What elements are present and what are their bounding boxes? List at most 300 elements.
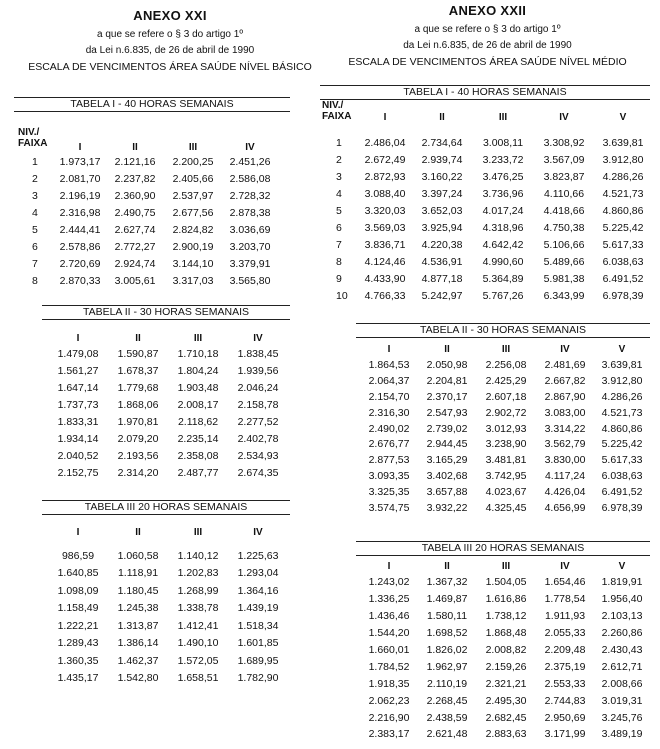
row-level: 1 — [336, 136, 342, 149]
table-cell: 1.601,85 — [237, 637, 279, 650]
table-cell: 2.878,38 — [229, 206, 271, 219]
table-cell: 4.325,45 — [485, 501, 527, 514]
anexo-xxii-header — [320, 3, 655, 70]
col-header: III — [188, 142, 198, 153]
table-cell: 2.158,78 — [237, 398, 279, 411]
table-row — [18, 238, 278, 255]
table-cell: 3.830,00 — [544, 454, 586, 467]
table-cell: 2.667,82 — [544, 374, 586, 387]
anexo-xxi-header — [20, 8, 320, 75]
table-cell: 3.652,03 — [421, 204, 463, 217]
table-cell: 1.542,80 — [117, 672, 159, 685]
col-header: II — [135, 527, 141, 538]
table-cell: 1.819,91 — [601, 576, 643, 589]
anexo-xxi-reference: a que se refere o § 3 do artigo 1º — [97, 29, 243, 40]
table-cell: 4.433,90 — [364, 272, 406, 285]
table-cell: 2.360,90 — [114, 189, 156, 202]
anexo-xxii-reference: a que se refere o § 3 do artigo 1º — [414, 24, 561, 35]
table-cell: 2.537,97 — [172, 189, 214, 202]
table-cell: 2.235,14 — [177, 432, 219, 445]
table-cell: 2.314,20 — [117, 466, 159, 479]
table-cell: 2.490,02 — [368, 422, 410, 435]
table-cell: 1.360,35 — [57, 654, 99, 667]
table-cell: 3.012,93 — [485, 422, 527, 435]
table-row — [360, 357, 650, 373]
table-cell: 2.050,98 — [426, 358, 468, 371]
table-cell: 3.476,25 — [482, 170, 524, 183]
table-cell: 1.782,90 — [237, 672, 279, 685]
table-cell: 6.038,63 — [601, 470, 643, 483]
table-row — [322, 185, 652, 202]
table-cell: 2.872,93 — [364, 170, 406, 183]
table-row — [48, 652, 288, 670]
table-cell: 1.838,45 — [237, 347, 279, 360]
table-cell: 2.040,52 — [57, 449, 99, 462]
table-cell: 1.268,99 — [177, 584, 219, 597]
col-header: II — [444, 344, 450, 355]
table-cell: 3.932,22 — [426, 501, 468, 514]
table-cell: 2.216,90 — [368, 711, 410, 724]
table-cell: 5.489,66 — [543, 255, 585, 268]
table-cell: 4.286,26 — [601, 390, 643, 403]
table-cell: 3.567,09 — [543, 153, 585, 166]
table-cell: 2.553,33 — [544, 677, 586, 690]
table-cell: 4.750,38 — [543, 221, 585, 234]
table-cell: 3.144,10 — [172, 257, 214, 270]
table-cell: 1.386,14 — [117, 637, 159, 650]
table-cell: 3.836,71 — [364, 238, 406, 251]
table-cell: 1.658,51 — [177, 672, 219, 685]
table-cell: 4.023,67 — [485, 486, 527, 499]
table-row — [48, 345, 288, 362]
table-row — [322, 253, 652, 270]
table-cell: 3.308,92 — [543, 136, 585, 149]
table-cell: 4.521,73 — [601, 406, 643, 419]
table-cell: 2.079,20 — [117, 432, 159, 445]
table-cell: 1.738,12 — [485, 610, 527, 623]
table-row — [18, 272, 278, 289]
table-cell: 2.268,45 — [426, 694, 468, 707]
table-cell: 1.778,54 — [544, 593, 586, 606]
table-cell: 1.826,02 — [426, 644, 468, 656]
niv-faixa-label: NIV./ FAIXA — [18, 127, 48, 149]
table-row — [48, 430, 288, 447]
table-cell: 1.616,86 — [485, 593, 527, 606]
row-level: 7 — [336, 238, 342, 251]
table-cell: 2.196,19 — [59, 189, 101, 202]
table-cell: 4.110,66 — [543, 187, 585, 200]
table-row — [18, 187, 278, 204]
table-cell: 2.110,19 — [426, 677, 468, 690]
table-cell: 2.772,27 — [114, 240, 156, 253]
table-cell: 4.318,96 — [482, 221, 524, 234]
table-row — [48, 600, 288, 618]
table-cell: 2.586,08 — [229, 172, 271, 185]
table-cell: 2.490,75 — [114, 206, 156, 219]
table-row — [48, 617, 288, 635]
col-header: V — [618, 344, 626, 355]
table-row — [18, 170, 278, 187]
table-row — [18, 204, 278, 221]
table-cell: 2.612,71 — [601, 660, 643, 673]
table-cell: 1.640,85 — [57, 567, 99, 580]
table-cell: 3.569,03 — [364, 221, 406, 234]
table-row — [360, 389, 650, 405]
table-cell: 2.316,98 — [59, 206, 101, 219]
table-cell: 4.656,99 — [544, 501, 586, 514]
table-cell: 1.202,83 — [177, 567, 219, 580]
table-cell: 4.426,04 — [544, 486, 586, 499]
left-tabela-i — [18, 123, 278, 289]
table-cell: 1.293,04 — [237, 567, 279, 580]
table-row — [18, 221, 278, 238]
table-cell: 4.521,73 — [602, 187, 644, 200]
table-cell: 2.008,66 — [601, 677, 643, 690]
table-cell: 2.924,74 — [114, 257, 156, 270]
table-cell: 2.256,08 — [485, 358, 527, 371]
table-cell: 2.064,37 — [368, 374, 410, 387]
table-cell: 2.627,74 — [114, 223, 156, 236]
row-level: 3 — [32, 189, 38, 202]
table-cell: 2.950,69 — [544, 711, 586, 724]
table-cell: 2.487,77 — [177, 466, 219, 479]
table-cell: 1.580,11 — [426, 610, 468, 623]
table-row — [360, 726, 650, 743]
table-cell: 3.639,81 — [602, 136, 644, 149]
table-cell: 2.405,66 — [172, 172, 214, 185]
table-row — [360, 500, 650, 516]
anexo-xxi-title: ANEXO XXI — [133, 8, 207, 23]
col-header: II — [444, 560, 450, 572]
table-cell: 1.462,37 — [117, 654, 159, 667]
col-header: II — [132, 142, 138, 153]
left-tabela-ii — [48, 331, 288, 481]
table-cell: 3.171,99 — [544, 728, 586, 741]
table-cell: 3.019,31 — [601, 694, 643, 707]
table-cell: 4.124,46 — [364, 255, 406, 268]
table-cell: 1.698,52 — [426, 627, 468, 640]
right-tabela-ii — [360, 342, 650, 516]
right-tabela-ii-title: TABELA II - 30 HORAS SEMANAIS — [356, 323, 650, 338]
table-cell: 3.657,88 — [426, 486, 468, 499]
table-row — [360, 405, 650, 421]
right-tabela-i — [322, 100, 652, 304]
row-level: 10 — [336, 289, 348, 302]
col-header: IV — [559, 112, 569, 123]
table-row — [360, 373, 650, 389]
table-cell: 1.289,43 — [57, 637, 99, 650]
table-cell: 2.402,78 — [237, 432, 279, 445]
table-cell: 1.490,10 — [177, 637, 219, 650]
table-cell: 3.036,69 — [229, 223, 271, 236]
table-cell: 3.245,76 — [601, 711, 643, 724]
anexo-xxii-title: ANEXO XXII — [448, 3, 527, 18]
table-cell: 3.742,95 — [485, 470, 527, 483]
left-tabela-iii — [48, 527, 288, 687]
table-cell: 2.451,26 — [229, 155, 271, 168]
table-row — [18, 255, 278, 272]
table-cell: 2.154,70 — [368, 390, 410, 403]
table-cell: 2.495,30 — [485, 694, 527, 707]
table-cell: 6.978,39 — [602, 289, 644, 302]
table-cell: 3.165,29 — [426, 454, 468, 467]
row-level: 2 — [336, 153, 342, 166]
table-cell: 2.824,82 — [172, 223, 214, 236]
table-cell: 1.118,91 — [117, 567, 159, 580]
table-cell: 2.062,23 — [368, 694, 410, 707]
niv-faixa-label: NIV./ FAIXA — [322, 100, 352, 122]
table-row — [360, 421, 650, 437]
table-cell: 3.088,40 — [364, 187, 406, 200]
table-cell: 2.370,17 — [426, 390, 468, 403]
table-cell: 1.654,46 — [544, 576, 586, 589]
table-cell: 2.008,17 — [177, 398, 219, 411]
table-cell: 5.617,33 — [602, 238, 644, 251]
table-cell: 1.313,87 — [117, 619, 159, 632]
col-header: III — [501, 560, 511, 572]
table-cell: 3.736,96 — [482, 187, 524, 200]
table-cell: 3.320,03 — [364, 204, 406, 217]
col-header: I — [387, 560, 391, 572]
table-cell: 5.364,89 — [482, 272, 524, 285]
table-cell: 2.607,18 — [485, 390, 527, 403]
table-cell: 2.877,53 — [368, 454, 410, 467]
table-cell: 1.973,17 — [59, 155, 101, 168]
table-cell: 3.160,22 — [421, 170, 463, 183]
table-cell: 2.046,24 — [237, 381, 279, 394]
table-cell: 2.734,64 — [421, 136, 463, 149]
table-cell: 3.912,80 — [602, 153, 644, 166]
left-tabela-i-title: TABELA I - 40 HORAS SEMANAIS — [14, 97, 290, 112]
table-cell: 2.438,59 — [426, 711, 468, 724]
table-cell: 1.436,46 — [368, 610, 410, 623]
table-row — [360, 642, 650, 659]
table-row — [48, 670, 288, 688]
table-row — [48, 447, 288, 464]
table-cell: 1.710,18 — [177, 347, 219, 360]
row-level: 8 — [32, 274, 38, 287]
table-cell: 1.939,56 — [237, 364, 279, 377]
table-cell: 4.117,24 — [544, 470, 586, 483]
table-cell: 2.902,72 — [485, 406, 527, 419]
table-cell: 2.674,35 — [237, 466, 279, 479]
table-cell: 1.784,52 — [368, 660, 410, 673]
row-level: 5 — [336, 204, 342, 217]
table-cell: 2.744,83 — [544, 694, 586, 707]
col-header: IV — [560, 560, 570, 572]
table-cell: 1.098,09 — [57, 584, 99, 597]
table-cell: 2.316,30 — [368, 406, 410, 419]
table-cell: 3.093,35 — [368, 470, 410, 483]
anexo-xxi-law: da Lei n.6.835, de 26 de abril de 1990 — [85, 45, 255, 56]
table-cell: 3.481,81 — [485, 454, 527, 467]
table-cell: 2.425,29 — [485, 374, 527, 387]
table-cell: 1.158,49 — [57, 602, 99, 615]
right-tabela-i-header — [322, 100, 652, 134]
table-cell: 1.689,95 — [237, 654, 279, 667]
table-cell: 2.055,33 — [544, 627, 586, 640]
table-row — [322, 151, 652, 168]
table-row — [360, 675, 650, 692]
col-header: I — [76, 332, 80, 344]
table-cell: 4.286,26 — [602, 170, 644, 183]
table-cell: 2.534,93 — [237, 449, 279, 462]
col-header: IV — [245, 142, 255, 153]
table-cell: 1.660,01 — [368, 644, 410, 656]
left-tabela-ii-header — [48, 331, 288, 345]
table-row — [48, 582, 288, 600]
table-cell: 2.237,82 — [114, 172, 156, 185]
anexo-xxii-scale: ESCALA DE VENCIMENTOS ÁREA SAÚDE NÍVEL MÉDIO — [348, 56, 627, 68]
table-cell: 2.159,26 — [485, 660, 527, 673]
table-cell: 2.444,41 — [59, 223, 101, 236]
table-cell: 1.970,81 — [117, 415, 159, 428]
table-cell: 4.860,86 — [602, 204, 644, 217]
table-cell: 3.203,70 — [229, 240, 271, 253]
row-level: 9 — [336, 272, 342, 285]
table-cell: 3.317,03 — [172, 274, 214, 287]
table-cell: 5.981,38 — [543, 272, 585, 285]
table-row — [322, 270, 652, 287]
table-cell: 3.005,61 — [114, 274, 156, 287]
col-header: IV — [253, 527, 263, 538]
table-cell: 1.225,63 — [237, 549, 279, 562]
table-cell: 1.439,19 — [237, 602, 279, 615]
row-level: 8 — [336, 255, 342, 268]
right-tabela-i-title: TABELA I - 40 HORAS SEMANAIS — [320, 85, 650, 100]
row-level: 1 — [32, 155, 38, 168]
table-cell: 3.639,81 — [601, 358, 643, 371]
table-cell: 2.676,77 — [368, 438, 410, 451]
table-row — [360, 484, 650, 500]
table-cell: 1.140,12 — [177, 549, 219, 562]
table-cell: 1.903,48 — [177, 381, 219, 394]
table-cell: 3.565,80 — [229, 274, 271, 287]
table-cell: 1.868,48 — [485, 627, 527, 640]
table-cell: 1.479,08 — [57, 347, 99, 360]
table-cell: 2.672,49 — [364, 153, 406, 166]
left-tabela-ii-title: TABELA II - 30 HORAS SEMANAIS — [42, 305, 290, 320]
table-row — [48, 635, 288, 653]
table-row — [322, 287, 652, 304]
table-row — [322, 202, 652, 219]
table-cell: 3.314,22 — [544, 422, 586, 435]
table-row — [48, 362, 288, 379]
table-cell: 2.204,81 — [426, 374, 468, 387]
table-cell: 2.118,62 — [177, 415, 219, 428]
table-cell: 1.868,06 — [117, 398, 159, 411]
table-row — [322, 236, 652, 253]
table-cell: 2.260,86 — [601, 627, 643, 640]
table-cell: 3.008,11 — [482, 136, 524, 149]
table-cell: 1.504,05 — [485, 576, 527, 589]
table-cell: 986,59 — [61, 549, 95, 562]
row-level: 4 — [336, 187, 342, 200]
table-row — [360, 608, 650, 625]
table-cell: 2.152,75 — [57, 466, 99, 479]
table-cell: 1.435,17 — [57, 672, 99, 685]
table-cell: 1.833,31 — [57, 415, 99, 428]
left-tabela-i-header — [18, 123, 278, 153]
table-cell: 4.642,42 — [482, 238, 524, 251]
table-cell: 2.008,82 — [485, 644, 527, 656]
anexo-xxi-scale: ESCALA DE VENCIMENTOS ÁREA SAÚDE NÍVEL BÁSICO — [28, 61, 312, 73]
table-cell: 1.804,24 — [177, 364, 219, 377]
col-header: III — [193, 527, 203, 538]
table-cell: 2.430,43 — [601, 644, 643, 656]
anexo-xxii-law: da Lei n.6.835, de 26 de abril de 1990 — [403, 40, 572, 51]
table-cell: 3.823,87 — [543, 170, 585, 183]
col-header: I — [76, 527, 80, 538]
table-cell: 3.574,75 — [368, 501, 410, 514]
col-header: IV — [253, 332, 263, 344]
table-cell: 1.962,97 — [426, 660, 468, 673]
table-cell: 2.277,52 — [237, 415, 279, 428]
table-cell: 1.779,68 — [117, 381, 159, 394]
table-cell: 3.489,19 — [601, 728, 643, 741]
table-cell: 2.486,04 — [364, 136, 406, 149]
table-row — [48, 396, 288, 413]
table-cell: 2.081,70 — [59, 172, 101, 185]
table-cell: 1.060,58 — [117, 549, 159, 562]
table-cell: 3.562,79 — [544, 438, 586, 451]
table-cell: 5.767,26 — [482, 289, 524, 302]
row-level: 5 — [32, 223, 38, 236]
col-header: III — [501, 344, 511, 355]
table-row — [48, 547, 288, 565]
table-cell: 4.990,60 — [482, 255, 524, 268]
table-cell: 2.677,56 — [172, 206, 214, 219]
table-cell: 1.918,35 — [368, 677, 410, 690]
col-header: V — [618, 560, 626, 572]
table-cell: 1.737,73 — [57, 398, 99, 411]
table-row — [360, 452, 650, 468]
table-row — [322, 168, 652, 185]
table-cell: 2.103,13 — [601, 610, 643, 623]
table-cell: 2.621,48 — [426, 728, 468, 741]
table-cell: 5.242,97 — [421, 289, 463, 302]
table-row — [48, 565, 288, 583]
table-cell: 1.367,32 — [426, 576, 468, 589]
left-tabela-iii-title: TABELA III 20 HORAS SEMANAIS — [42, 500, 290, 515]
right-tabela-ii-header — [360, 342, 650, 357]
table-cell: 2.209,48 — [544, 644, 586, 656]
row-level: 4 — [32, 206, 38, 219]
table-cell: 6.343,99 — [543, 289, 585, 302]
table-cell: 2.193,56 — [117, 449, 159, 462]
right-tabela-iii-title: TABELA III 20 HORAS SEMANAIS — [356, 541, 650, 556]
table-cell: 2.358,08 — [177, 449, 219, 462]
row-level: 6 — [336, 221, 342, 234]
table-cell: 2.578,86 — [59, 240, 101, 253]
right-tabela-iii — [360, 558, 650, 743]
table-cell: 4.766,33 — [364, 289, 406, 302]
table-row — [360, 658, 650, 675]
row-level: 3 — [336, 170, 342, 183]
table-cell: 5.225,42 — [602, 221, 644, 234]
table-cell: 2.383,17 — [368, 728, 410, 741]
table-cell: 4.860,86 — [601, 422, 643, 435]
table-cell: 2.720,69 — [59, 257, 101, 270]
table-row — [360, 591, 650, 608]
table-row — [48, 464, 288, 481]
table-cell: 1.911,93 — [544, 610, 586, 623]
table-cell: 1.678,37 — [117, 364, 159, 377]
table-cell: 5.617,33 — [601, 454, 643, 467]
table-cell: 2.321,21 — [485, 677, 527, 690]
table-row — [360, 692, 650, 709]
table-row — [360, 468, 650, 484]
